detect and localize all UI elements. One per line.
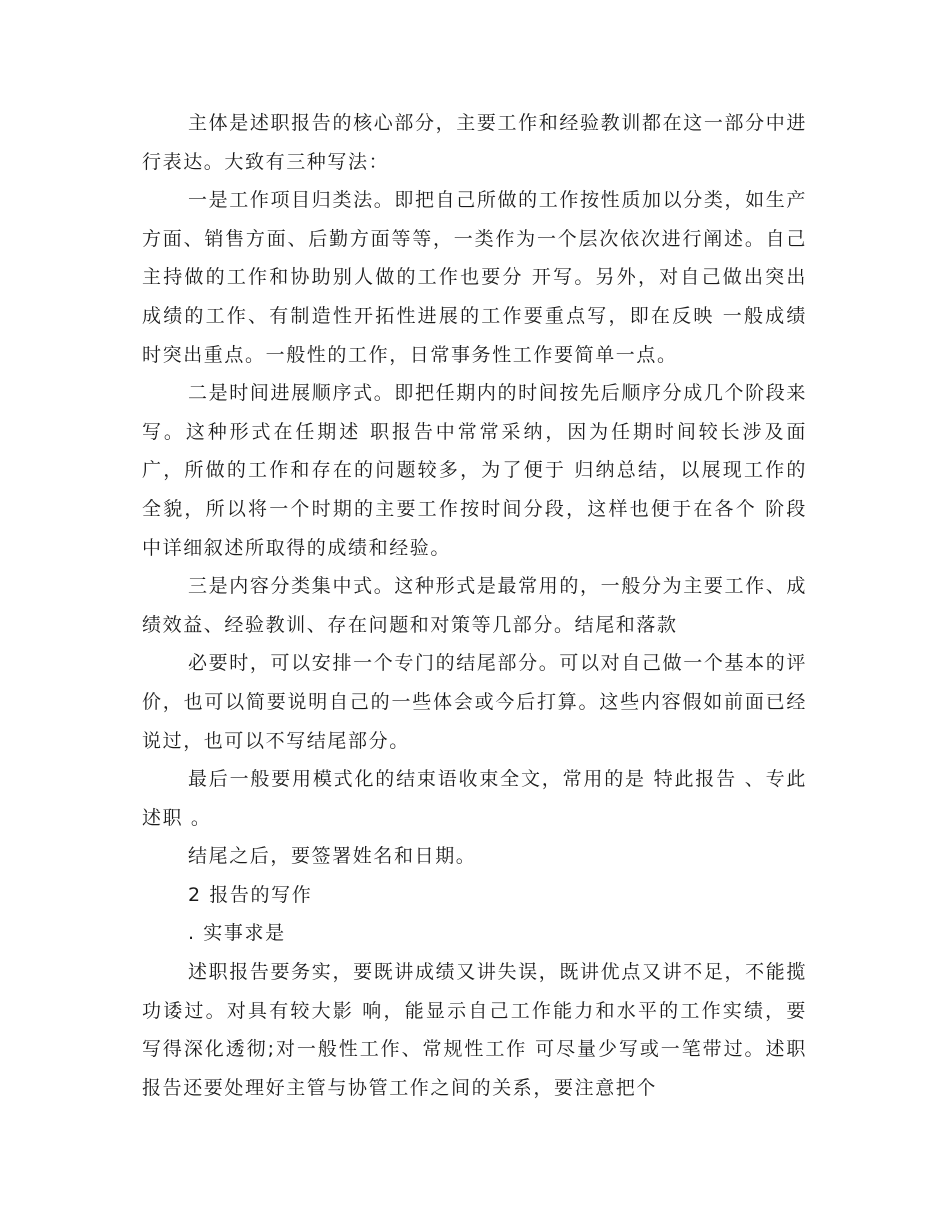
section-heading: 2 报告的写作 (188, 883, 313, 906)
paragraph-factual: 述职报告要务实，要既讲成绩又讲失误，既讲优点又讲不足，不能揽功诿过。对具有较大影 响，能显示自己工作能力和水平的工作实绩，要写得深化透彻;对一般性工作、常规性工作 可尽量少写或一笔带过。述职报告还要处理好主管与协管工作之间的关系，要注意把个 (142, 961, 807, 1099)
paragraph-method-one: 一是工作项目归类法。即把自己所做的工作按性质加以分类，如生产方面、销售方面、后勤方面等等，一类作为一个层次依次进行阐述。自己主持做的工作和协助别人做的工作也要分 开写。另外，对自己做出突出成绩的工作、有制造性开拓性进展的工作要重点写，即在反映 一般成绩时突出重点。一般性的工作，日常事务性工作要简单一点。 (142, 189, 807, 366)
paragraph-method-three: 三是内容分类集中式。这种形式是最常用的，一般分为主要工作、成绩效益、经验教训、存在问题和对策等几部分。结尾和落款 (142, 575, 807, 636)
subsection-heading: . 实事求是 (188, 922, 286, 945)
paragraph-method-two: 二是时间进展顺序式。即把任期内的时间按先后顺序分成几个阶段来写。这种形式在任期述 职报告中常常采纳，因为任期时间较长涉及面广，所做的工作和存在的问题较多，为了便于 归纳总结，以展现工作的全貌，所以将一个时期的主要工作按时间分段，这样也便于在各个 阶段中详细叙述所取得的成绩和经验。 (142, 382, 807, 559)
paragraph-ending: 必要时，可以安排一个专门的结尾部分。可以对自己做一个基本的评价，也可以简要说明自己的一些体会或今后打算。这些内容假如前面已经说过，也可以不写结尾部分。 (142, 652, 807, 752)
paragraph-body-intro: 主体是述职报告的核心部分，主要工作和经验教训都在这一部分中进行表达。大致有三种写法： (142, 112, 807, 173)
paragraph-closing-phrase: 最后一般要用模式化的结束语收束全文，常用的是 特此报告 、专此述职 。 (142, 768, 807, 829)
document-body (142, 104, 807, 1107)
paragraph-signature: 结尾之后，要签署姓名和日期。 (188, 845, 477, 868)
